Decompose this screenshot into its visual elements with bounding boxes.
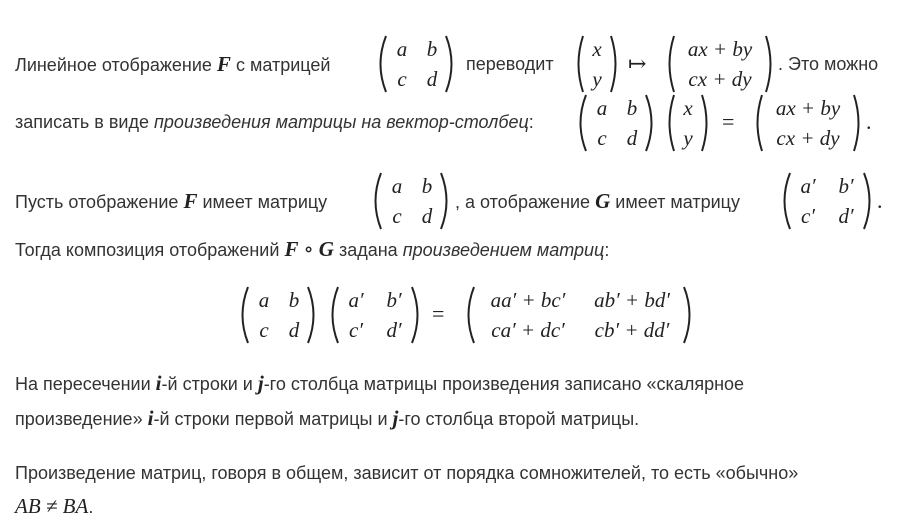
cell: ab′ + bd′ [594,288,670,312]
p2-line2-italic: произведением матриц [402,240,605,260]
cell: c [597,126,607,150]
cell: b [288,288,300,312]
p2-text-d: имеет матрицу [615,192,740,212]
matrix-abcd-2 [574,94,658,152]
equals-symbol: = [432,301,445,326]
p2-text-c: , а отображение [455,192,591,212]
cell: a [396,37,408,61]
mapsto-symbol: ↦ [628,51,647,76]
period: . [877,188,883,213]
cell: b′ [386,288,402,312]
symbol-j: j [392,406,399,430]
p1-line2-italic: произведения матрицы на вектор-столбец [154,112,529,132]
cell: a′ [348,288,364,312]
symbol-i: i [147,406,154,430]
symbol-G: G [595,189,611,213]
cell: c [397,67,407,91]
cell: c [392,204,402,228]
cell: aa′ + bc′ [490,288,566,312]
cell: b [426,37,438,61]
cell: d [421,204,433,228]
cell: d [426,67,438,91]
matrix-abcd-3 [369,172,453,230]
cell: d [288,318,300,342]
p2-line2-colon: : [604,240,610,260]
cell: cb′ + dd′ [594,318,670,342]
matrix-primes-2 [326,286,424,344]
cell: cx + dy [688,67,752,91]
p1-text-d-label: . Это можно [778,54,879,74]
p1-line1 [15,52,330,77]
cell: ca′ + dc′ [491,318,565,342]
cell: b [421,174,433,198]
p3-line1 [15,371,744,396]
vector-axby-1 [664,35,776,93]
cell: a [258,288,270,312]
p1-line2-colon: : [528,112,534,132]
symbol-G: G [318,237,334,261]
cell: x [683,96,693,120]
period: . [866,109,872,134]
cell: y [683,126,693,150]
p1-line2 [15,110,534,134]
cell: a [391,174,403,198]
p1-text-d [778,52,878,76]
p1-line2-text: записать в виде [15,112,149,132]
cell: b′ [838,174,854,198]
cell: ax + by [775,96,841,120]
symbol-F: F [216,52,231,76]
matrix-primes-1 [778,172,876,230]
vector-xy-1 [573,35,621,93]
cell: a′ [800,174,816,198]
p2-text-a: Пусть отображение [15,192,179,212]
cell: x [592,37,602,61]
p2-line1-cont [455,189,740,214]
cell: ax + by [687,37,753,61]
p4-line1 [15,461,798,485]
p3-line2-c: -го столбца второй матрицы. [398,409,640,429]
symbol-j: j [257,371,264,395]
p3-line2 [15,406,639,431]
cell: d′ [838,204,854,228]
p1-text-c-label: переводит [466,54,554,74]
p3-line2-a: произведение» [15,409,143,429]
vector-xy-2 [664,94,712,152]
p4-line2 [15,494,93,519]
p2-line2-b: задана [338,240,398,260]
p3-text-c: -го столбца матрицы произведения записано «скалярное [263,374,745,394]
matrix-abcd-4 [236,286,320,344]
compose-symbol: ∘ [303,237,314,261]
p4-text: Произведение матриц, говоря в общем, зависит от порядка сомножителей, то есть «обычно» [15,463,799,483]
formula-ab-neq-ba: AB ≠ BA [15,494,89,518]
cell: y [592,67,602,91]
equals-symbol: = [722,109,735,134]
symbol-F: F [183,189,198,213]
p2-text-b: имеет матрицу [202,192,328,212]
p2-line2 [15,237,609,262]
matrix-product [462,286,696,344]
p3-line2-b: -й строки первой матрицы и [153,409,388,429]
cell: b [626,96,638,120]
cell: d [626,126,638,150]
p3-text-a: На пересечении [15,374,151,394]
matrix-abcd-1 [374,35,458,93]
symbol-F: F [284,237,299,261]
period: . [88,497,94,517]
cell: cx + dy [776,126,840,150]
cell: c′ [349,318,363,342]
cell: c′ [801,204,815,228]
cell: c [259,318,269,342]
p1-text-a: Линейное отображение [15,55,212,75]
p2-line1 [15,189,327,214]
cell: d′ [386,318,402,342]
symbol-i: i [155,371,162,395]
p1-text-b: с матрицей [235,55,331,75]
p1-text-c [466,52,554,76]
cell: a [596,96,608,120]
p2-line2-text: Тогда композиция отображений [15,240,280,260]
p3-text-b: -й строки и [161,374,253,394]
vector-axby-2 [752,94,864,152]
